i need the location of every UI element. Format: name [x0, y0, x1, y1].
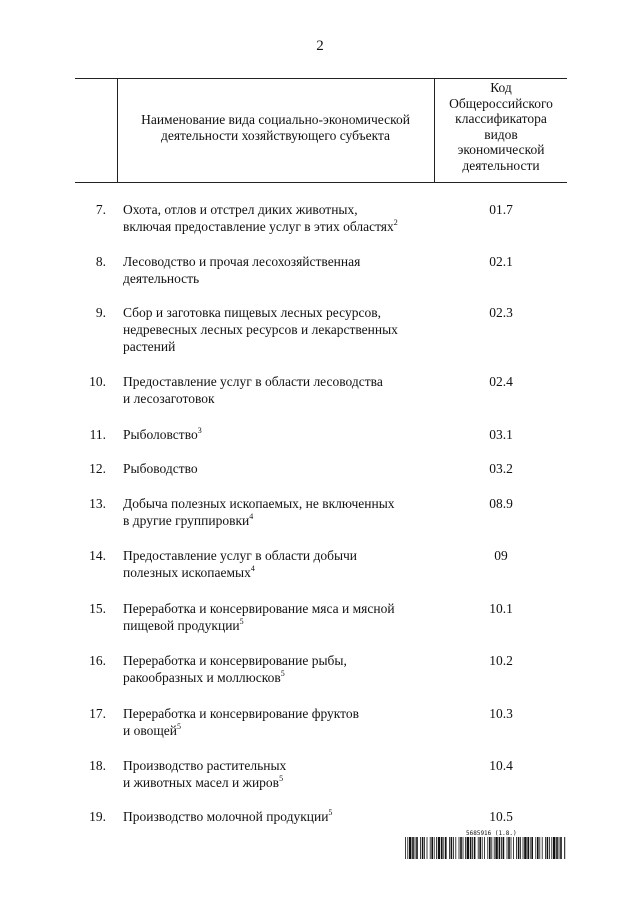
barcode-bar	[523, 837, 524, 859]
barcode-bar	[482, 837, 483, 859]
row-number: 19.	[89, 809, 106, 824]
header-okved-code	[436, 80, 566, 173]
page-number: 2	[316, 38, 324, 54]
okved-code: 02.4	[489, 374, 513, 389]
activity-name-line	[123, 426, 428, 443]
barcode-bar	[513, 837, 514, 859]
footnote-marker: 4	[249, 512, 254, 521]
okved-code: 03.1	[489, 427, 513, 442]
activity-name	[123, 600, 428, 634]
barcode-bar	[479, 837, 481, 859]
header-okved-code-line: видов	[484, 126, 518, 142]
row-number: 12.	[89, 461, 106, 476]
row-number: 10.	[89, 374, 106, 389]
activity-name-line	[123, 669, 428, 686]
okved-code: 08.9	[489, 496, 513, 511]
activity-name-line	[123, 774, 428, 791]
activity-name-line	[123, 338, 428, 355]
activity-name-text: Переработка и консервирование мяса и мясной	[123, 601, 395, 616]
barcode-bar	[518, 837, 520, 859]
barcode	[405, 837, 566, 859]
barcode-bar	[542, 837, 543, 859]
barcode-caption: 5685916 (1.8.)	[466, 830, 517, 837]
okved-code: 10.1	[489, 601, 513, 616]
activity-name-text: Производство растительных	[123, 758, 287, 773]
okved-code: 10.3	[489, 706, 513, 721]
header-okved-code-line: Код	[490, 80, 512, 95]
activity-name-text: и животных масел и жиров	[123, 775, 280, 790]
activity-name-text: пищевой продукции	[123, 618, 240, 633]
activity-name-line	[123, 722, 428, 739]
footnote-marker: 5	[328, 808, 333, 817]
row-number: 9.	[95, 305, 106, 320]
okved-code: 10.4	[489, 758, 513, 773]
barcode-bar	[407, 837, 408, 859]
activity-name-line	[123, 201, 428, 218]
barcode-bar	[415, 837, 416, 859]
barcode-bar	[537, 837, 539, 859]
activity-name	[123, 547, 428, 581]
activity-name-text: включая предоставление услуг в этих областях	[123, 219, 394, 234]
table-header-bottom-rule	[75, 182, 567, 183]
barcode-bar	[474, 837, 476, 859]
activity-name	[123, 253, 428, 287]
barcode-bar	[487, 837, 488, 859]
header-activity-name-line: деятельности хозяйствующего субъекта	[160, 127, 391, 143]
barcode-bar	[467, 837, 469, 859]
activity-name-line	[123, 564, 428, 581]
activity-name-line	[123, 218, 428, 235]
barcode-bar	[460, 837, 462, 859]
barcode-bar	[527, 837, 529, 859]
barcode-bar	[449, 837, 450, 859]
barcode-bar	[443, 837, 444, 859]
barcode-bar	[530, 837, 531, 859]
barcode-bar	[405, 837, 406, 859]
barcode-bar	[508, 837, 510, 859]
activity-name-line	[123, 304, 428, 321]
activity-name-text: и лесозаготовок	[123, 391, 215, 406]
barcode-bar	[416, 837, 418, 859]
activity-name-line	[123, 495, 428, 512]
okved-code: 02.3	[489, 305, 513, 320]
barcode-bar	[535, 837, 536, 859]
header-activity-name	[118, 112, 433, 143]
barcode-bar	[455, 837, 456, 859]
barcode-bar	[501, 837, 502, 859]
okved-code: 02.1	[489, 254, 513, 269]
barcode-bar	[463, 837, 464, 859]
footnote-marker: 5	[239, 617, 244, 626]
footnote-marker: 5	[177, 722, 181, 731]
barcode-bar	[547, 837, 549, 859]
barcode-bar	[478, 837, 479, 859]
okved-code: 10.2	[489, 653, 513, 668]
header-okved-code-line: классификатора	[455, 111, 547, 126]
barcode-bar	[412, 837, 414, 859]
barcode-bar	[441, 837, 443, 859]
row-number: 15.	[89, 601, 106, 616]
activity-name-text: Охота, отлов и отстрел диких животных,	[123, 202, 358, 217]
barcode-bar	[549, 837, 550, 859]
barcode-bar	[409, 837, 411, 859]
barcode-bar	[427, 837, 428, 859]
activity-name-text: деятельность	[123, 271, 200, 286]
row-number: 16.	[89, 653, 106, 668]
barcode-bar	[430, 837, 431, 859]
barcode-bar	[436, 837, 437, 859]
activity-name-line	[123, 512, 428, 529]
barcode-bar	[453, 837, 454, 859]
activity-name	[123, 460, 428, 477]
barcode-bar	[524, 837, 526, 859]
activity-name-line	[123, 808, 428, 825]
activity-name	[123, 757, 428, 791]
activity-name	[123, 495, 428, 529]
barcode-bar	[445, 837, 447, 859]
activity-name	[123, 652, 428, 686]
activity-name-line	[123, 652, 428, 669]
row-number: 8.	[95, 254, 106, 269]
barcode-bar	[424, 837, 425, 859]
activity-name-line	[123, 600, 428, 617]
footnote-marker: 4	[250, 564, 255, 573]
activity-name-text: Сбор и заготовка пищевых лесных ресурсов,	[123, 305, 381, 320]
activity-name	[123, 705, 428, 739]
activity-name	[123, 373, 428, 407]
barcode-bar	[560, 837, 562, 859]
barcode-bar	[459, 837, 460, 859]
table-top-rule	[75, 78, 567, 79]
barcode-bar	[438, 837, 440, 859]
barcode-bar	[470, 837, 472, 859]
footnote-marker: 2	[393, 218, 398, 227]
barcode-bar	[422, 837, 424, 859]
row-number: 11.	[89, 427, 106, 442]
activity-name-text: и овощей	[123, 723, 177, 738]
barcode-bar	[499, 837, 501, 859]
activity-name-text: Рыбоводство	[123, 461, 198, 476]
barcode-bar	[564, 837, 565, 859]
barcode-bar	[531, 837, 533, 859]
barcode-bar	[516, 837, 517, 859]
activity-name-text: Переработка и консервирование фруктов	[123, 706, 360, 721]
activity-name-line	[123, 321, 428, 338]
activity-name-text: Предоставление услуг в области добычи	[123, 548, 358, 563]
barcode-bar	[494, 837, 495, 859]
activity-name-line	[123, 253, 428, 270]
activity-name-line	[123, 705, 428, 722]
row-number: 13.	[89, 496, 106, 511]
activity-name-line	[123, 390, 428, 407]
header-okved-code-line: экономической	[457, 142, 545, 157]
okved-code: 09	[494, 548, 508, 563]
activity-name-text: полезных ископаемых	[123, 565, 251, 580]
activity-name-text: Лесоводство и прочая лесохозяйственная	[123, 254, 361, 269]
barcode-bar	[511, 837, 512, 859]
barcode-bar	[551, 837, 552, 859]
row-number: 14.	[89, 548, 106, 563]
header-activity-name-line: Наименование вида социально-экономической	[141, 112, 410, 127]
activity-name	[123, 201, 428, 235]
activity-name-text: растений	[123, 339, 176, 354]
footnote-marker: 3	[197, 426, 202, 435]
activity-name-line	[123, 617, 428, 634]
barcode-bar	[491, 837, 492, 859]
barcode-bar	[520, 837, 521, 859]
barcode-bar	[553, 837, 555, 859]
activity-name	[123, 304, 428, 355]
activity-name-text: Рыболовство	[123, 427, 198, 442]
okved-code: 10.5	[489, 809, 513, 824]
activity-name	[123, 808, 428, 825]
row-number: 18.	[89, 758, 106, 773]
barcode-bar	[495, 837, 497, 859]
activity-name-text: в другие группировки	[123, 513, 250, 528]
activity-name-text: Предоставление услуг в области лесоводства	[123, 374, 383, 389]
barcode-bar	[507, 837, 508, 859]
header-okved-code-line: деятельности	[462, 157, 540, 173]
row-number: 17.	[89, 706, 106, 721]
barcode-bar	[434, 837, 435, 859]
footnote-marker: 5	[280, 669, 285, 678]
activity-name-text: Добыча полезных ископаемых, не включенных	[123, 496, 395, 511]
activity-name	[123, 426, 428, 443]
barcode-bar	[431, 837, 433, 859]
activity-name-line	[123, 270, 428, 287]
activity-name-text: ракообразных и моллюсков	[123, 670, 281, 685]
footnote-marker: 5	[279, 774, 284, 783]
barcode-bar	[484, 837, 485, 859]
activity-name-line	[123, 460, 428, 477]
barcode-bar	[420, 837, 421, 859]
row-number: 7.	[95, 202, 106, 217]
okved-code: 03.2	[489, 461, 513, 476]
barcode-bar	[545, 837, 546, 859]
activity-name-text: Переработка и консервирование рыбы,	[123, 653, 347, 668]
barcode-bar	[539, 837, 540, 859]
okved-code: 01.7	[489, 202, 513, 217]
header-okved-code-line: Общероссийского	[449, 95, 553, 111]
barcode-bar	[472, 837, 473, 859]
barcode-bar	[556, 837, 558, 859]
barcode-bar	[451, 837, 453, 859]
barcode-bar	[503, 837, 505, 859]
activity-name-text: недревесных лесных ресурсов и лекарственных	[123, 322, 398, 337]
activity-name-text: Производство молочной продукции	[123, 809, 329, 824]
activity-name-line	[123, 373, 428, 390]
activity-name-line	[123, 547, 428, 564]
barcode-bar	[465, 837, 466, 859]
header-divider-right	[434, 79, 435, 182]
activity-name-line	[123, 757, 428, 774]
barcode-bar	[559, 837, 560, 859]
barcode-bar	[489, 837, 491, 859]
